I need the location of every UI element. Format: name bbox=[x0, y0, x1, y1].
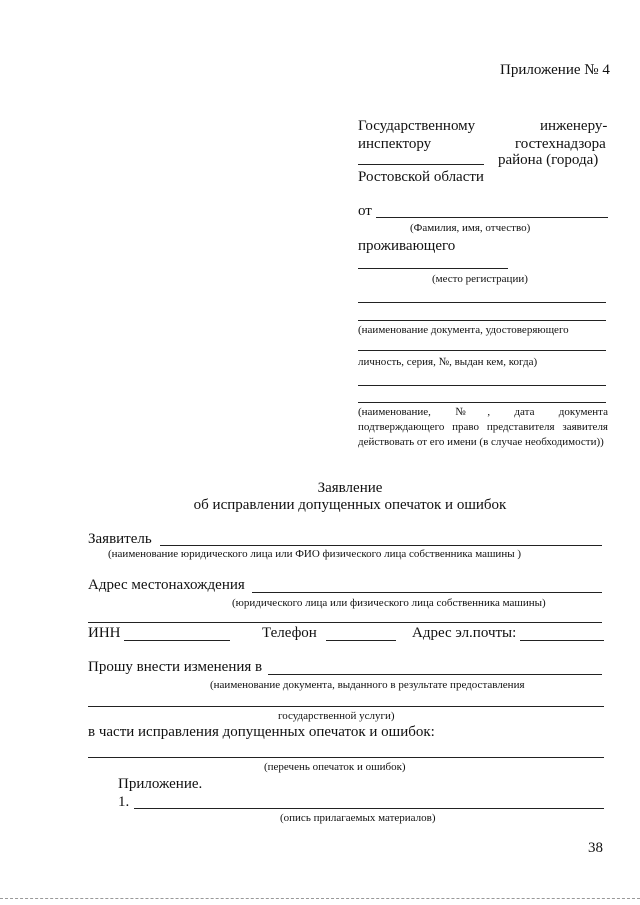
request-line-2[interactable] bbox=[88, 706, 604, 707]
inn-label: ИНН bbox=[88, 625, 121, 641]
addressee-region: Ростовской области bbox=[358, 169, 484, 185]
request-caption-2: государственной услуги) bbox=[278, 710, 395, 722]
correction-label: в части исправления допущенных опечаток и ошибок: bbox=[88, 724, 435, 740]
inn-line[interactable] bbox=[124, 640, 230, 641]
request-caption-1: (наименование документа, выданного в результате предоставления bbox=[210, 679, 525, 691]
applicant-fio-line[interactable] bbox=[376, 217, 608, 218]
address-label: Адрес местонахождения bbox=[88, 577, 245, 593]
attachment-line[interactable] bbox=[134, 808, 604, 809]
district-blank-line bbox=[358, 164, 484, 165]
addressee-line1-right: инженеру- bbox=[540, 118, 608, 134]
attachment-label: Приложение. bbox=[118, 776, 203, 792]
representative-doc-line[interactable] bbox=[358, 385, 606, 386]
applicant-line[interactable] bbox=[160, 545, 602, 546]
errors-line[interactable] bbox=[88, 757, 604, 758]
representative-doc-line-2[interactable] bbox=[358, 402, 606, 403]
email-line[interactable] bbox=[520, 640, 604, 641]
registration-caption: (место регистрации) bbox=[432, 273, 528, 285]
id-doc-caption-1: (наименование документа, удостоверяющего bbox=[358, 324, 569, 336]
address-line[interactable] bbox=[252, 592, 602, 593]
id-doc-caption-2: личность, серия, №, выдан кем, когда) bbox=[358, 356, 538, 368]
bottom-divider bbox=[0, 898, 640, 899]
request-line[interactable] bbox=[268, 674, 602, 675]
phone-line[interactable] bbox=[326, 640, 396, 641]
phone-label: Телефон bbox=[262, 625, 317, 641]
address-line-2[interactable] bbox=[88, 622, 602, 623]
email-label: Адрес эл.почты: bbox=[412, 625, 517, 641]
errors-caption: (перечень опечаток и ошибок) bbox=[264, 761, 406, 773]
addressee-line2-left: инспектору bbox=[358, 136, 432, 152]
address-caption: (юридического лица или физического лица собственника машины) bbox=[232, 597, 546, 609]
addressee-line3-right: района (города) bbox=[498, 152, 599, 168]
request-label: Прошу внести изменения в bbox=[88, 659, 263, 675]
id-document-line[interactable] bbox=[358, 320, 606, 321]
registration-line-2[interactable] bbox=[358, 302, 606, 303]
attachment-item-number: 1. bbox=[118, 794, 130, 810]
document-title: Заявление bbox=[317, 480, 383, 496]
applicant-caption: (наименование юридического лица или ФИО физического лица собственника машины ) bbox=[108, 548, 522, 560]
addressee-line2-right: гостехнадзора bbox=[515, 136, 606, 152]
from-label: от bbox=[358, 203, 372, 219]
addressee-line1-left: Государственному bbox=[358, 118, 476, 134]
materials-caption: (опись прилагаемых материалов) bbox=[280, 812, 436, 824]
fio-caption: (Фамилия, имя, отчество) bbox=[410, 222, 531, 234]
residing-label: проживающего bbox=[358, 238, 456, 254]
registration-line[interactable] bbox=[358, 268, 508, 269]
id-document-line-2[interactable] bbox=[358, 350, 606, 351]
appendix-number: Приложение № 4 bbox=[500, 62, 610, 78]
representative-doc-caption: (наименование, №, дата документа подтверждающего право представителя заявителя действовать от его имени (в случае необходимости)) bbox=[358, 406, 608, 448]
page-number: 38 bbox=[588, 840, 603, 856]
document-subtitle: об исправлении допущенных опечаток и ошибок bbox=[193, 497, 507, 513]
applicant-label: Заявитель bbox=[88, 531, 152, 547]
